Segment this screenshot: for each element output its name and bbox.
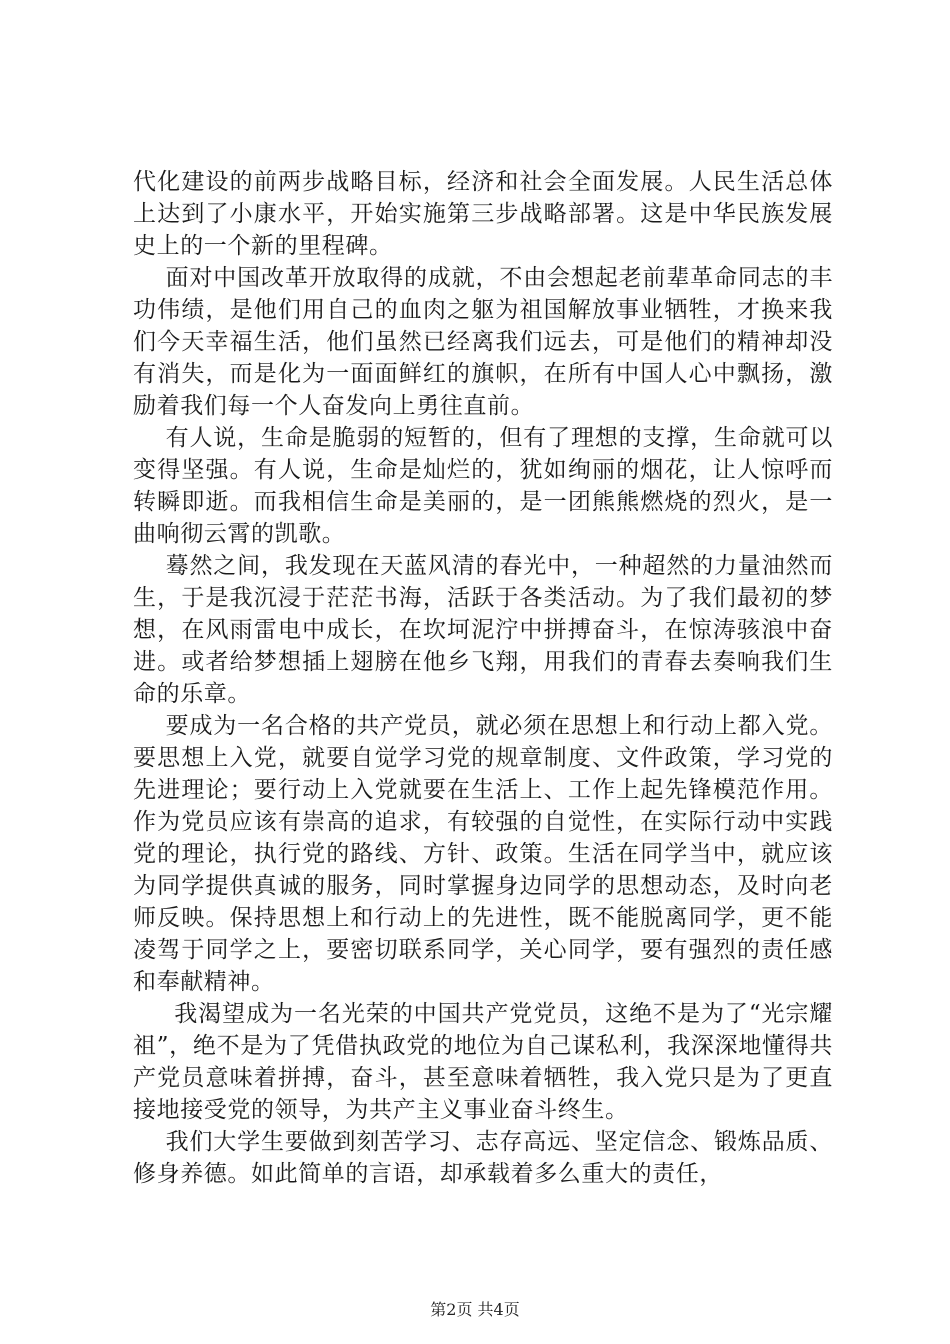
document-body	[133, 166, 833, 1190]
paragraph-6: 我渴望成为一名光荣的中国共产党党员，这绝不是为了“光宗耀祖”，绝不是为了凭借执政党的地位为自己谋私利，我深深地懂得共产党员意味着拼搏，奋斗，甚至意味着牺牲，我入党只是为了更直接地接受党的领导，为共产主义事业奋斗终生。	[133, 1001, 833, 1123]
paragraph-2: 面对中国改革开放取得的成就，不由会想起老前辈革命同志的丰功伟绩，是他们用自己的血肉之躯为祖国解放事业牺牲，才换来我们今天幸福生活，他们虽然已经离我们远去，可是他们的精神却没有消失，而是化为一面面鲜红的旗帜，在所有中国人心中飘扬，激励着我们每一个人奋发向上勇往直前。	[133, 265, 833, 419]
paragraph-5: 要成为一名合格的共产党员，就必须在思想上和行动上都入党。要思想上入党，就要自觉学习党的规章制度、文件政策，学习党的先进理论；要行动上入党就要在生活上、工作上起先锋模范作用。作为党员应该有崇高的追求，有较强的自觉性，在实际行动中实践党的理论，执行党的路线、方针、政策。生活在同学当中，就应该为同学提供真诚的服务，同时掌握身边同学的思想动态，及时向老师反映。保持思想上和行动上的先进性，既不能脱离同学，更不能凌驾于同学之上，要密切联系同学，关心同学，要有强烈的责任感和奉献精神。	[133, 713, 833, 995]
paragraph-1: 代化建设的前两步战略目标，经济和社会全面发展。人民生活总体上达到了小康水平，开始实施第三步战略部署。这是中华民族发展史上的一个新的里程碑。	[133, 169, 833, 259]
paragraph-3: 有人说，生命是脆弱的短暂的，但有了理想的支撑，生命就可以变得坚强。有人说，生命是灿烂的，犹如绚丽的烟花，让人惊呼而转瞬即逝。而我相信生命是美丽的，是一团熊熊燃烧的烈火，是一曲响彻云霄的凯歌。	[133, 425, 833, 547]
paragraph-4: 蓦然之间，我发现在天蓝风清的春光中，一种超然的力量油然而生，于是我沉浸于茫茫书海，活跃于各类活动。为了我们最初的梦想，在风雨雷电中成长，在坎坷泥泞中拼搏奋斗，在惊涛骇浪中奋进。或者给梦想插上翅膀在他乡飞翔，用我们的青春去奏响我们生命的乐章。	[133, 553, 833, 707]
page-number-footer: 第2页 共4页	[430, 1300, 520, 1319]
paragraph-7: 我们大学生要做到刻苦学习、志存高远、坚定信念、锻炼品质、修身养德。如此简单的言语，却承载着多么重大的责任，	[133, 1129, 833, 1187]
